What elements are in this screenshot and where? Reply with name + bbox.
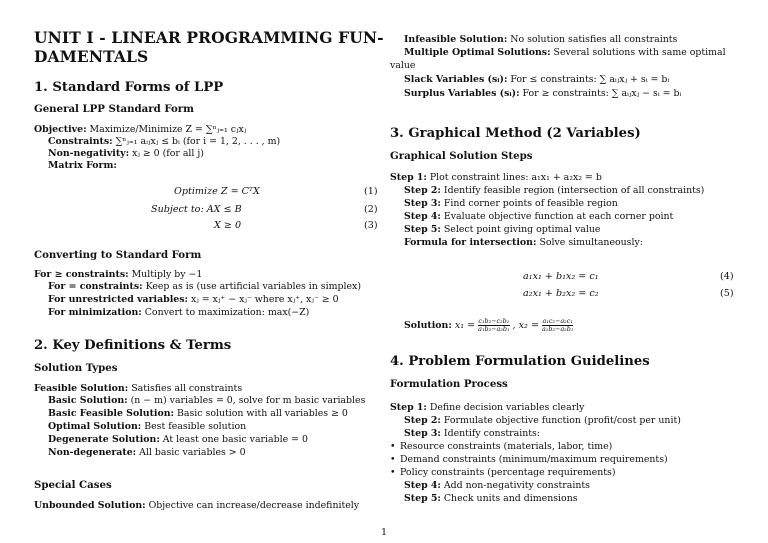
definition-unbounded — [34, 500, 359, 512]
objective-text: Maximize/Minimize Z = ∑ⁿⱼ₌₁ cⱼxⱼ — [89, 124, 247, 135]
graphical-step-4-text: Evaluate objective function at each corner point — [443, 211, 674, 222]
equation-2-number: (2) — [364, 204, 378, 215]
subsection-graphical-steps: Graphical Solution Steps — [390, 150, 533, 162]
definition-surplus-text: For ≥ constraints: ∑ aᵢⱼxⱼ − sᵢ = bᵢ — [522, 88, 682, 99]
definition-non-degenerate-text: All basic variables > 0 — [139, 447, 246, 458]
definition-slack-label: Slack Variables (sᵢ): — [404, 74, 508, 85]
graphical-step-5-label: Step 5: — [404, 224, 441, 235]
formulation-step-1 — [390, 402, 584, 414]
solution-x1-numerator: c₁b₂−c₂b₁ — [478, 317, 510, 325]
definition-degenerate — [48, 434, 308, 446]
graphical-step-3 — [404, 198, 618, 210]
definition-basic — [48, 395, 365, 407]
formulation-step-5-label: Step 5: — [404, 493, 441, 504]
definition-multiple-optimal — [404, 47, 726, 59]
subsection-general-form: General LPP Standard Form — [34, 103, 194, 115]
constraints-line — [48, 136, 280, 148]
subsection-formulation-process: Formulation Process — [390, 378, 508, 390]
formulation-step-2-text: Formulate objective function (profit/cost per unit) — [443, 415, 681, 426]
definition-bfs-label: Basic Feasible Solution: — [48, 408, 174, 419]
solution-x1-lhs: x₁ = — [454, 320, 476, 331]
definition-infeasible-text: No solution satisfies all constraints — [510, 34, 678, 45]
solution-x1-fraction — [478, 318, 509, 333]
intersection-formula-text: Solve simultaneously: — [539, 237, 643, 248]
equation-3: X ≥ 0 — [214, 220, 242, 231]
definition-bfs — [48, 408, 348, 420]
formulation-step-4-text: Add non-negativity constraints — [443, 480, 590, 491]
subsection-special-cases: Special Cases — [34, 479, 112, 491]
convert-rule-4 — [48, 307, 309, 319]
graphical-step-1-label: Step 1: — [390, 172, 427, 183]
nonneg-label: Non-negativity: — [48, 148, 130, 159]
graphical-step-3-text: Find corner points of feasible region — [443, 198, 618, 209]
definition-optimal-label: Optimal Solution: — [48, 421, 142, 432]
bullet-marker-3: • — [390, 467, 396, 478]
objective-label: Objective: — [34, 124, 87, 135]
definition-degenerate-text: At least one basic variable = 0 — [162, 434, 308, 445]
definition-multiple-optimal-cont: value — [390, 60, 416, 71]
equation-1: Optimize Z = CᵀX — [174, 186, 260, 197]
section-4-heading: 4. Problem Formulation Guidelines — [390, 354, 650, 369]
definition-surplus-label: Surplus Variables (sᵢ): — [404, 88, 520, 99]
definition-non-degenerate — [48, 447, 246, 459]
convert-rule-3-text: xⱼ = xⱼ⁺ − xⱼ⁻ where xⱼ⁺, xⱼ⁻ ≥ 0 — [190, 294, 339, 305]
formulation-step-3-label: Step 3: — [404, 428, 441, 439]
graphical-step-4-label: Step 4: — [404, 211, 441, 222]
objective-line — [34, 124, 246, 136]
equation-5-number: (5) — [720, 288, 734, 299]
convert-rule-2 — [48, 281, 361, 293]
definition-unbounded-text: Objective can increase/decrease indefinitely — [148, 500, 360, 511]
equation-1-number: (1) — [364, 186, 378, 197]
unit-title-line-2: DAMENTALS — [34, 47, 149, 66]
nonneg-text: xⱼ ≥ 0 (for all j) — [132, 148, 204, 159]
solution-x2-denominator: a₁b₂−a₂b₁ — [541, 325, 574, 333]
graphical-step-4 — [404, 211, 673, 223]
graphical-step-3-label: Step 3: — [404, 198, 441, 209]
convert-rule-2-text: Keep as is (use artificial variables in simplex) — [145, 281, 362, 292]
bullet-marker-2: • — [390, 454, 396, 465]
definition-bfs-text: Basic solution with all variables ≥ 0 — [176, 408, 348, 419]
section-3-heading: 3. Graphical Method (2 Variables) — [390, 126, 641, 141]
formulation-step-2-label: Step 2: — [404, 415, 441, 426]
equation-4: a₁x₁ + b₁x₂ = c₁ — [523, 271, 599, 282]
definition-slack — [404, 74, 669, 86]
section-1-heading: 1. Standard Forms of LPP — [34, 80, 224, 95]
constraint-bullet-policy: Policy constraints (percentage requirements) — [400, 467, 616, 478]
formulation-step-3-text: Identify constraints: — [443, 428, 541, 439]
formulation-step-4 — [404, 480, 590, 492]
definition-unbounded-label: Unbounded Solution: — [34, 500, 146, 511]
equation-3-number: (3) — [364, 220, 378, 231]
formulation-step-2 — [404, 415, 681, 427]
intersection-solution — [404, 318, 573, 333]
convert-rule-2-label: For = constraints: — [48, 281, 143, 292]
definition-multiple-optimal-text: Several solutions with same optimal — [553, 47, 726, 58]
convert-rule-3-label: For unrestricted variables: — [48, 294, 188, 305]
graphical-step-2-text: Identify feasible region (intersection of all constraints) — [443, 185, 705, 196]
page-number: 1 — [381, 527, 388, 538]
definition-feasible-label: Feasible Solution: — [34, 383, 129, 394]
formulation-step-5 — [404, 493, 578, 505]
solution-x2-fraction — [542, 318, 573, 333]
equation-2: Subject to: AX ≤ B — [151, 204, 242, 215]
subsection-converting: Converting to Standard Form — [34, 249, 202, 261]
constraint-bullet-demand: Demand constraints (minimum/maximum requirements) — [400, 454, 668, 465]
formulation-step-1-text: Define decision variables clearly — [429, 402, 585, 413]
convert-rule-1 — [34, 269, 202, 281]
matrix-form-line — [48, 160, 117, 172]
definition-infeasible — [404, 34, 677, 46]
constraint-bullet-resource: • Resource constraints (materials, labor, time) — [390, 441, 612, 453]
formulation-step-1-label: Step 1: — [390, 402, 427, 413]
matrix-label: Matrix Form: — [48, 160, 117, 171]
definition-optimal — [48, 421, 246, 433]
definition-basic-label: Basic Solution: — [48, 395, 128, 406]
graphical-step-5 — [404, 224, 600, 236]
definition-optimal-text: Best feasible solution — [144, 421, 247, 432]
constraints-label: Constraints: — [48, 136, 113, 147]
intersection-formula-label: Formula for intersection: — [404, 237, 537, 248]
graphical-step-2 — [404, 185, 704, 197]
intersection-solution-label: Solution: — [404, 320, 452, 331]
intersection-formula-line — [404, 237, 643, 249]
definition-non-degenerate-label: Non-degenerate: — [48, 447, 137, 458]
convert-rule-3 — [48, 294, 339, 306]
graphical-step-2-label: Step 2: — [404, 185, 441, 196]
equation-4-number: (4) — [720, 271, 734, 282]
graphical-step-5-text: Select point giving optimal value — [443, 224, 601, 235]
solution-x2-numerator: a₁c₂−a₂c₁ — [542, 317, 573, 325]
solution-x2-lhs: , x₂ = — [512, 320, 539, 331]
solution-x1-denominator: a₁b₂−a₂b₁ — [478, 325, 510, 333]
section-2-heading: 2. Key Definitions & Terms — [34, 338, 232, 353]
definition-basic-text: (n − m) variables = 0, solve for m basic variables — [130, 395, 366, 406]
graphical-step-1 — [390, 172, 602, 184]
convert-rule-1-text: Multiply by −1 — [131, 269, 203, 280]
unit-title-line-1: UNIT I - LINEAR PROGRAMMING FUN- — [34, 28, 384, 47]
formulation-step-4-label: Step 4: — [404, 480, 441, 491]
definition-multiple-optimal-label: Multiple Optimal Solutions: — [404, 47, 551, 58]
nonneg-line — [48, 148, 204, 160]
definition-feasible — [34, 383, 242, 395]
constraints-text: ∑ⁿⱼ₌₁ aᵢⱼxⱼ ≤ bᵢ (for i = 1, 2, . . . , m) — [115, 136, 281, 147]
equation-5: a₂x₁ + b₂x₂ = c₂ — [523, 288, 599, 299]
formulation-step-3 — [404, 428, 540, 440]
subsection-solution-types: Solution Types — [34, 362, 118, 374]
definition-slack-text: For ≤ constraints: ∑ aᵢⱼxⱼ + sᵢ = bᵢ — [510, 74, 670, 85]
graphical-step-1-text: Plot constraint lines: a₁x₁ + a₂x₂ = b — [429, 172, 602, 183]
definition-degenerate-label: Degenerate Solution: — [48, 434, 160, 445]
definition-infeasible-label: Infeasible Solution: — [404, 34, 508, 45]
convert-rule-4-label: For minimization: — [48, 307, 142, 318]
convert-rule-4-text: Convert to maximization: max(−Z) — [144, 307, 310, 318]
definition-surplus — [404, 88, 681, 100]
convert-rule-1-label: For ≥ constraints: — [34, 269, 129, 280]
definition-feasible-text: Satisfies all constraints — [131, 383, 243, 394]
formulation-step-5-text: Check units and dimensions — [443, 493, 578, 504]
